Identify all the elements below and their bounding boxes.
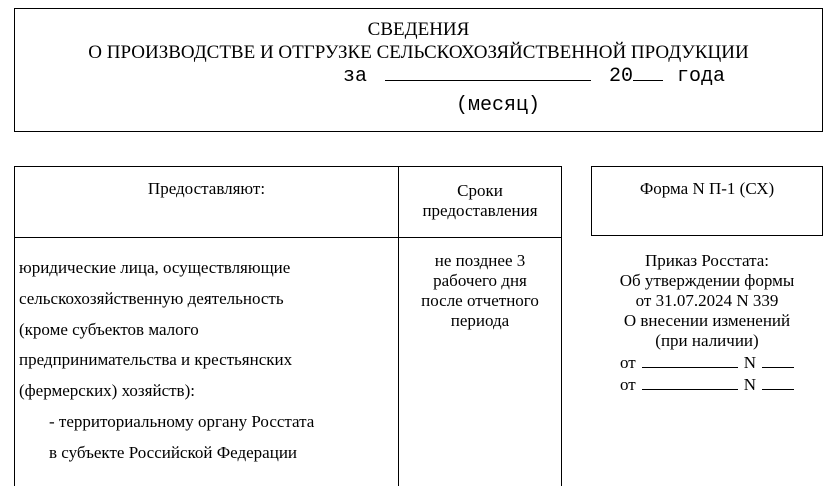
order-line: от 31.07.2024 N 339: [635, 291, 779, 310]
submitters-header: Предоставляют:: [147, 179, 266, 198]
deadline-line: не позднее 3: [434, 251, 526, 270]
deadline-line: периода: [450, 311, 510, 330]
number-blank: [762, 351, 794, 368]
deadline-cell: [399, 251, 561, 331]
deadline-header-line: предоставления: [422, 201, 538, 220]
submitters-line: (фермерских) хозяйств):: [19, 381, 195, 401]
submitters-line: в субъекте Российской Федерации: [49, 442, 298, 462]
deadline-header: [399, 181, 561, 221]
date-blank: [642, 373, 738, 390]
year-suffix: года: [677, 65, 726, 88]
deadline-line: после отчетного: [421, 291, 539, 310]
order-line: О внесении изменений: [623, 311, 791, 330]
date-blank: [642, 351, 738, 368]
form-code-box: [591, 166, 823, 236]
document-subtitle: О ПРОИЗВОДСТВЕ И ОТГРУЗКЕ СЕЛЬСКОХОЗЯЙСТВЕННОЙ ПРОДУКЦИИ: [88, 42, 749, 63]
year-blank: [633, 60, 663, 81]
order-line: (при наличии): [655, 331, 759, 350]
order-info: [585, 251, 829, 395]
amendment-line: [585, 373, 829, 395]
from-label: от: [620, 375, 636, 394]
order-line: Приказ Росстата:: [644, 251, 770, 270]
submitters-table: [14, 166, 562, 486]
submitters-cell: [19, 253, 391, 469]
year-prefix: 20: [609, 65, 634, 88]
deadline-header-line: Сроки: [457, 181, 503, 200]
number-label: N: [743, 375, 756, 394]
amendment-line: [585, 351, 829, 373]
submitters-line: предпринимательства и крестьянских: [19, 350, 293, 370]
submitters-line: - территориальному органу Росстата: [49, 411, 315, 431]
number-blank: [762, 373, 794, 390]
reporting-period-row: [343, 60, 725, 89]
form-code: Форма N П-1 (СХ): [639, 179, 775, 198]
order-line: Об утверждении формы: [619, 271, 795, 290]
submitters-line: юридические лица, осуществляющие: [19, 258, 291, 277]
submitters-line: сельскохозяйственную деятельность: [19, 288, 284, 308]
month-caption: (месяц): [456, 94, 541, 117]
deadline-line: рабочего дня: [433, 271, 527, 290]
month-blank: [385, 60, 591, 81]
document-title: СВЕДЕНИЯ: [367, 19, 470, 40]
submitters-line: (кроме субъектов малого: [19, 319, 199, 339]
from-label: от: [620, 353, 636, 372]
number-label: N: [743, 353, 756, 372]
period-prefix: за: [343, 65, 368, 88]
